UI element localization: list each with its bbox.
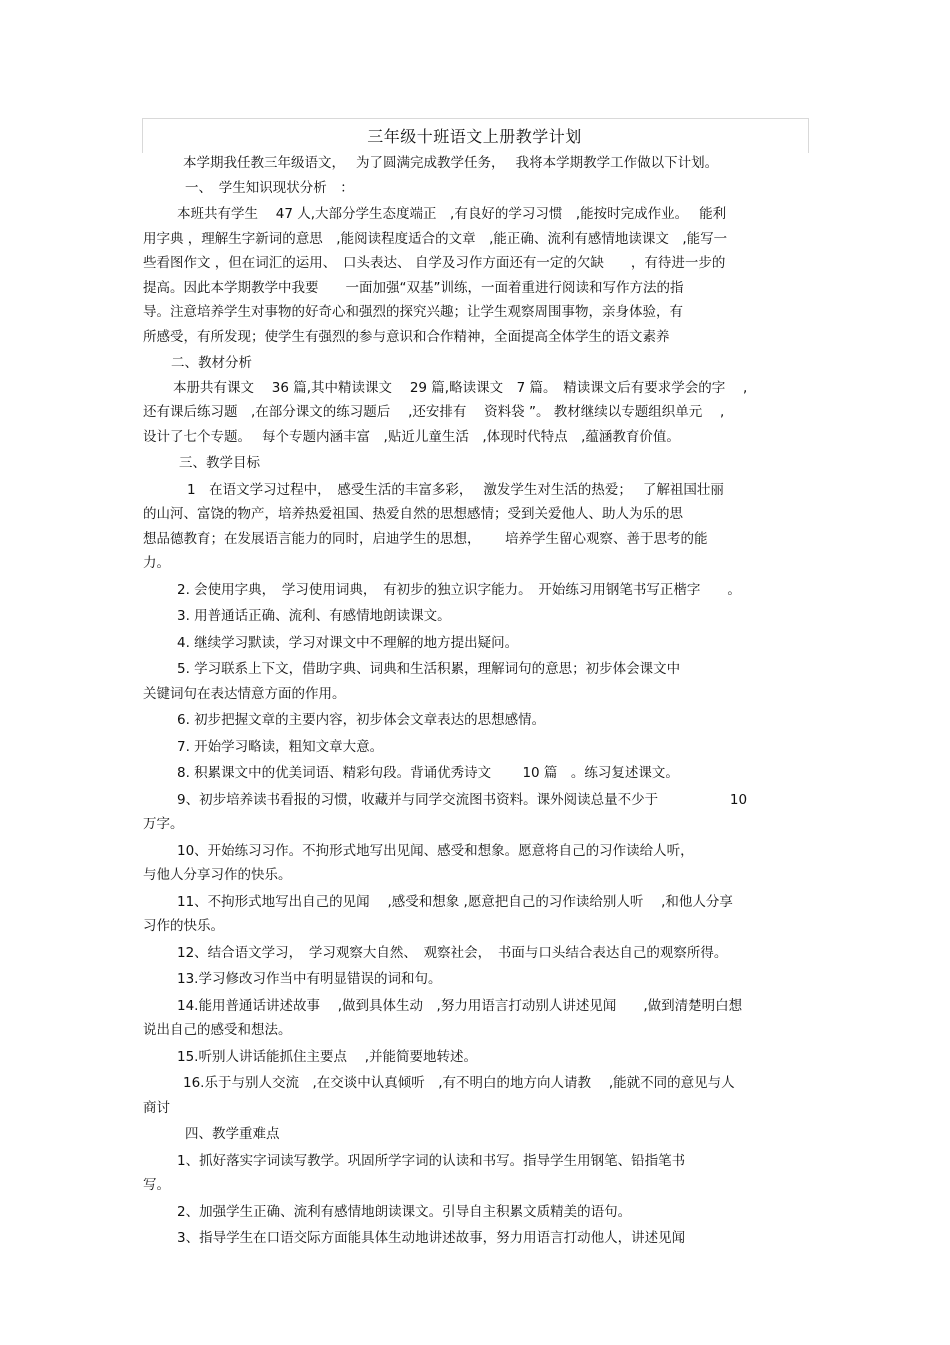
list-item: 3、指导学生在口语交际方面能具体生动地讲述故事，努力用语言打动他人，讲述见闻 bbox=[177, 1230, 686, 1246]
text-line: 万字。 bbox=[143, 816, 184, 832]
text-line: 提高。因此本学期教学中我要 一面加强“双基”训练，一面着重进行阅读和写作方法的指 bbox=[143, 279, 684, 296]
list-item: 12、结合语文学习， 学习观察大自然、 观察社会， 书面与口头结合表达自己的观察所得。 bbox=[177, 944, 728, 961]
text-line: 16.乐于与别人交流 ,在交谈中认真倾听 ,有不明白的地方向人请教 ,能就不同的意见与人 bbox=[183, 1075, 735, 1091]
list-item: 4. 继续学习默读，学习对课文中不理解的地方提出疑问。 bbox=[177, 634, 519, 651]
text-line: 导。注意培养学生对事物的好奇心和强烈的探究兴趣；让学生观察周围事物，亲身体验，有 bbox=[143, 304, 683, 320]
section-2-body bbox=[143, 376, 808, 450]
text-line: 习作的快乐。 bbox=[143, 918, 224, 934]
text-line: 想品德教育；在发展语言能力的同时，启迪学生的思想， 培养学生留心观察、善于思考的能 bbox=[143, 530, 708, 547]
list-item: 7. 开始学习略读，粗知文章大意。 bbox=[177, 738, 384, 755]
text-line: 本班共有学生 47 人,大部分学生态度端正 ,有良好的学习习惯 ,能按时完成作业。 能利 bbox=[177, 206, 727, 222]
list-item: 2、加强学生正确、流利有感情地朗读课文。引导自主积累文质精美的语句。 bbox=[177, 1203, 632, 1220]
list-item bbox=[143, 1149, 808, 1198]
list-item: 2. 会使用字典， 学习使用词典， 有初步的独立识字能力。 开始练习用钢笔书写正楷字 。 bbox=[177, 581, 741, 598]
text-line: 些看图作文 ，但在词汇的运用、 口头表达、 自学及习作方面还有一定的欠缺 ，有待进一步的 bbox=[143, 255, 726, 271]
text-line: 5. 学习联系上下文，借助字典、词典和生活积累，理解词句的意思；初步体会课文中 bbox=[177, 661, 681, 677]
list-item bbox=[143, 839, 808, 888]
text-line: 商讨 bbox=[143, 1099, 170, 1116]
text-line: 10、开始练习习作。不拘形式地写出见闻、感受和想象。愿意将自己的习作读给人听， bbox=[177, 842, 694, 859]
text-line: 力。 bbox=[143, 555, 170, 571]
list-item: 15.听别人讲话能抓住主要点 ,并能简要地转述。 bbox=[177, 1048, 478, 1065]
text-line: 说出自己的感受和想法。 bbox=[143, 1022, 292, 1038]
text-line: 1 在语文学习过程中， 感受生活的丰富多彩， 激发学生对生活的热爱； 了解祖国壮丽 bbox=[187, 481, 724, 498]
document-title: 三年级十班语文上册教学计划 bbox=[367, 127, 582, 146]
intro-paragraph: 本学期我任教三年级语文， 为了圆满完成教学任务， 我将本学期教学工作做以下计划。 bbox=[183, 155, 719, 171]
section-heading-4: 四、教学重难点 bbox=[185, 1126, 280, 1142]
key-points-list bbox=[143, 1149, 808, 1251]
text-line: 9、初步培养读书看报的习惯，收藏并与同学交流图书资料。课外阅读总量不少于 10 bbox=[177, 791, 748, 808]
text-line: 14.能用普通话讲述故事 ,做到具体生动 ,努力用语言打动别人讲述见闻 ,做到清楚明白想 bbox=[177, 997, 743, 1014]
list-item bbox=[143, 1071, 808, 1120]
list-item bbox=[143, 657, 808, 706]
text-line: 设计了七个专题。 每个专题内涵丰富 ,贴近儿童生活 ,体现时代特点 ,蕴涵教育价值。 bbox=[143, 428, 680, 445]
text-line: 与他人分享习作的快乐。 bbox=[143, 867, 292, 883]
text-line: 还有课后练习题 ,在部分课文的练习题后 ,还安排有 资料袋 ”。 教材继续以专题组织单元 , bbox=[143, 404, 725, 420]
document-body bbox=[143, 151, 808, 1251]
list-item: 8. 积累课文中的优美词语、精彩句段。背诵优秀诗文 10 篇 。练习复述课文。 bbox=[177, 765, 679, 781]
list-item: 3. 用普通话正确、流利、有感情地朗读课文。 bbox=[177, 608, 451, 624]
list-item: 6. 初步把握文章的主要内容，初步体会文章表达的思想感情。 bbox=[177, 712, 546, 728]
text-line: 的山河、富饶的物产，培养热爱祖国、热爱自然的思想感情；受到关爱他人、助人为乐的思 bbox=[143, 506, 683, 522]
text-line: 用字典 ，理解生字新词的意思 ,能阅读程度适合的文章 ,能正确、流利有感情地读课文 ,能写一 bbox=[143, 230, 728, 247]
list-item bbox=[143, 478, 808, 576]
text-line: 所感受，有所发现；使学生有强烈的参与意识和合作精神，全面提高全体学生的语文素养 bbox=[143, 328, 670, 345]
text-line: 关键词句在表达情意方面的作用。 bbox=[143, 685, 346, 702]
list-item bbox=[143, 994, 808, 1043]
list-item bbox=[143, 890, 808, 939]
section-heading-2: 二、教材分析 bbox=[171, 355, 252, 371]
text-line: 11、不拘形式地写出自己的见闻 ,感受和想象 ,愿意把自己的习作读给别人听 ,和他人分享 bbox=[177, 893, 733, 910]
section-heading-1: 一、 学生知识现状分析 ： bbox=[185, 179, 354, 196]
text-line: 1、抓好落实字词读写教学。巩固所学字词的认读和书写。指导学生用钢笔、铅指笔书 bbox=[177, 1152, 686, 1169]
section-1-body bbox=[143, 202, 808, 349]
text-line: 本册共有课文 36 篇,其中精读课文 29 篇,略读课文 7 篇。 精读课文后有要求学会的字 , bbox=[173, 379, 748, 396]
list-item: 13.学习修改习作当中有明显错误的词和句。 bbox=[177, 971, 442, 987]
goals-list bbox=[143, 478, 808, 1121]
list-item bbox=[143, 788, 808, 837]
text-line: 写。 bbox=[143, 1177, 170, 1193]
section-heading-3: 三、教学目标 bbox=[179, 455, 260, 471]
